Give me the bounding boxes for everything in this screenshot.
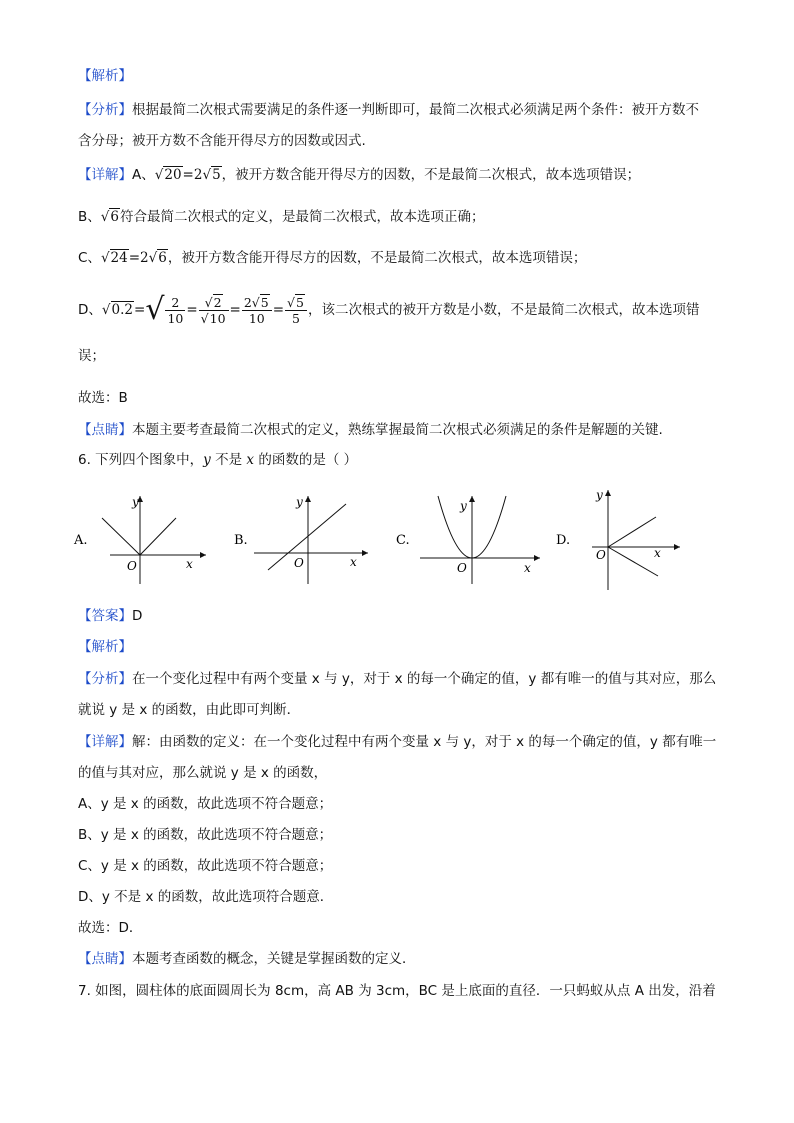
q5-option-c: C、√24=2√6，被开方数含能开得尽方的因数，不是最简二次根式，故本选项错误； — [78, 250, 587, 266]
q6-fenxi-line1: 【分析】在一个变化过程中有两个变量 x 与 y，对于 x 的每一个确定的值，y 都有唯一的值与其对应，那么 — [78, 671, 717, 687]
svg-text:x: x — [654, 546, 661, 560]
q6-line-d: D、y 不是 x 的函数，故此选项符合题意． — [78, 889, 334, 905]
graph-a-label: A. — [74, 533, 88, 548]
q6-line-c: C、y 是 x 的函数，故此选项不符合题意； — [78, 858, 333, 874]
q6-answer: 【答案】D — [78, 608, 143, 624]
q5-fenxi-line1: 【分析】根据最简二次根式需要满足的条件逐一判断即可，最简二次根式必须满足两个条件：被开方数不 — [78, 102, 699, 118]
q6-line-b: B、y 是 x 的函数，故此选项不符合题意； — [78, 827, 333, 843]
svg-text:x: x — [186, 557, 193, 571]
fraction: $\frac{√2}{√10}$ — [199, 295, 229, 326]
xiangjie-tag: 【详解】 — [78, 167, 132, 183]
q6-stem: 6. 下列四个图象中，y 不是 x 的函数的是（ ） — [78, 452, 358, 468]
q6-xiangjie-line1: 【详解】解：由函数的定义：在一个变化过程中有两个变量 x 与 y，对于 x 的每一个确定的值，y 都有唯一 — [78, 734, 717, 750]
svg-text:O: O — [457, 561, 467, 575]
q5-option-b: B、√6符合最简二次根式的定义，是最简二次根式，故本选项正确； — [78, 209, 485, 225]
svg-text:O: O — [127, 559, 137, 573]
q5-fenxi-line2: 含分母；被开方数不含能开得尽方的因数或因式. — [78, 133, 366, 149]
q6-line-a: A、y 是 x 的函数，故此选项不符合题意； — [78, 796, 333, 812]
fraction: $\frac{√5}{5}$ — [285, 295, 307, 326]
q6-choice: 故选：D． — [78, 920, 143, 936]
svg-text:C.: C. — [396, 533, 410, 548]
svg-text:O: O — [596, 548, 606, 562]
fraction: $\frac{2√5}{10}$ — [242, 295, 272, 326]
graph-d — [552, 484, 702, 594]
abs-value-curve — [102, 518, 176, 555]
svg-text:y: y — [596, 488, 603, 502]
q6-jiexi: 【解析】 — [78, 639, 132, 655]
graph-a — [70, 488, 220, 588]
analysis-heading: 【解析】 — [78, 68, 132, 84]
ray-down — [608, 547, 658, 576]
svg-text:x: x — [350, 555, 357, 569]
ray-up — [608, 517, 656, 547]
svg-text:y: y — [132, 495, 139, 509]
q5-dianjing: 【点睛】本题主要考查最简二次根式的定义，熟练掌握最简二次根式必须满足的条件是解题的关键. — [78, 422, 663, 438]
fraction: $\frac{2}{10}$ — [167, 294, 184, 326]
svg-text:y: y — [296, 495, 303, 509]
q6-dianjing: 【点睛】本题考查函数的概念，关键是掌握函数的定义． — [78, 951, 416, 967]
q7-stem: 7. 如图，圆柱体的底面圆周长为 8cm，高 AB 为 3cm，BC 是上底面的直径．一只蚂蚁从点 A 出发，沿着 — [78, 983, 716, 999]
svg-text:D.: D. — [556, 533, 571, 548]
q5-option-a: 【详解】A、√20=2√5，被开方数含能开得尽方的因数，不是最简二次根式，故本选项错误； — [78, 167, 641, 183]
fenxi-tag: 【分析】 — [78, 102, 132, 118]
q5-option-d-cont: 误； — [78, 348, 105, 364]
svg-text:y: y — [460, 499, 467, 513]
graph-c — [392, 488, 552, 588]
sqrt-symbol: √ — [154, 167, 164, 183]
linear-line — [268, 504, 346, 570]
svg-text:B.: B. — [234, 533, 248, 548]
q5-option-d: D、√0.2=√ $\frac{2}{10}$ = $\frac{√2}{√10}$ = $\frac{2√5}{10}$ = $\frac{√5}{5}$ ，该二次根式的被开方数是小数，不是最简二次根式，故本选项错 — [78, 292, 700, 327]
svg-text:O: O — [294, 556, 304, 570]
q6-xiangjie-line2: 的值与其对应，那么就说 y 是 x 的函数， — [78, 765, 328, 781]
q6-fenxi-line2: 就说 y 是 x 的函数，由此即可判断． — [78, 702, 301, 718]
graph-b — [230, 488, 380, 588]
q5-choice: 故选：B — [78, 390, 128, 406]
svg-text:x: x — [524, 561, 531, 575]
